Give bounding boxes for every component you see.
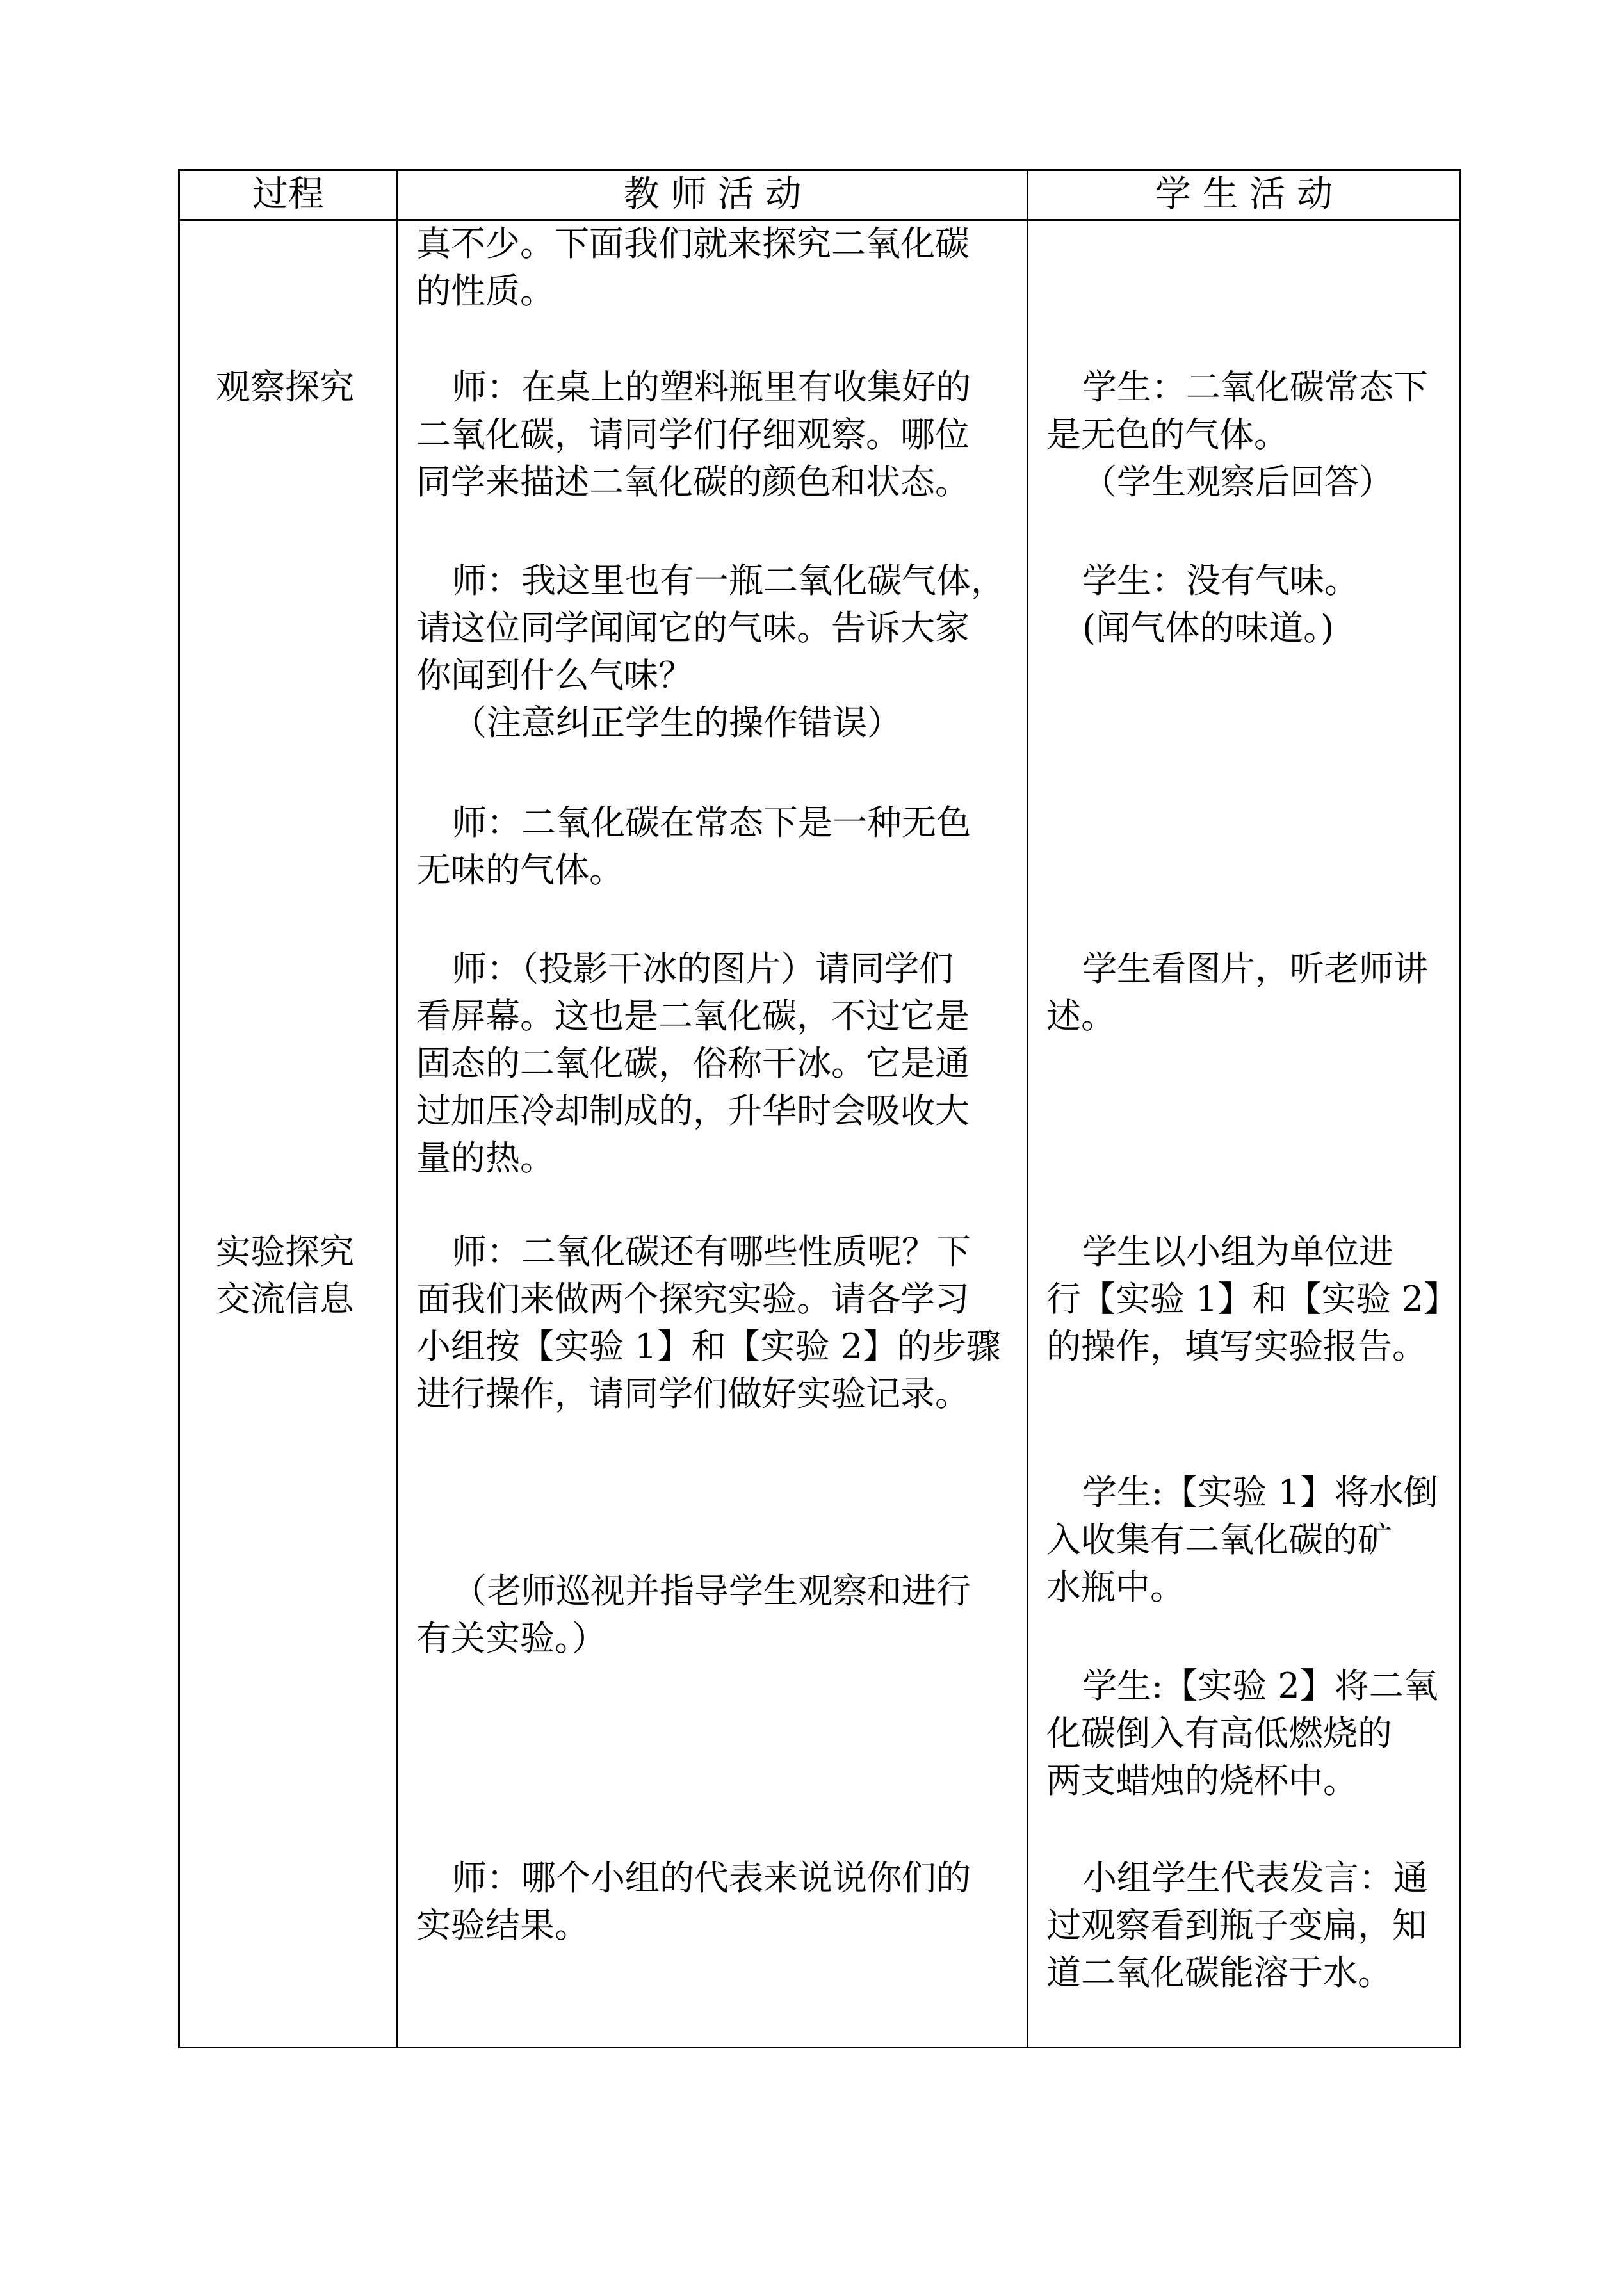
teacher-line: 量的热。 — [416, 1138, 555, 1178]
teacher-line: 实验结果。 — [416, 1905, 589, 1945]
teacher-line: 师：二氧化碳在常态下是一种无色 — [452, 802, 971, 843]
teacher-line: 看屏幕。这也是二氧化碳，不过它是 — [416, 996, 970, 1036]
student-line: 学生以小组为单位进 — [1082, 1231, 1393, 1272]
teacher-line: （注意纠正学生的操作错误） — [452, 702, 902, 743]
student-line: 水瓶中。 — [1046, 1567, 1185, 1607]
header-teacher-activity: 教 师 活 动 — [623, 174, 802, 215]
student-line: （学生观察后回答） — [1082, 462, 1393, 502]
student-line: 学生:【实验 2】将二氧 — [1082, 1666, 1438, 1706]
student-line: 行【实验 1】和【实验 2】 — [1046, 1279, 1459, 1319]
column-divider-2 — [1027, 169, 1028, 2048]
teacher-line: 请这位同学闻闻它的气味。告诉大家 — [416, 608, 970, 648]
teacher-line: 真不少。下面我们就来探究二氧化碳 — [416, 223, 970, 264]
teacher-line: 师：我这里也有一瓶二氧化碳气体， — [452, 560, 1005, 601]
student-line: 述。 — [1046, 996, 1116, 1036]
teacher-line: 你闻到什么气味？ — [416, 655, 693, 695]
student-line: 的操作，填写实验报告。 — [1046, 1326, 1427, 1366]
teacher-line: 的性质。 — [416, 271, 555, 311]
teacher-line: 师：二氧化碳还有哪些性质呢？下 — [452, 1231, 971, 1272]
process-stage-experiment: 实验探究 — [216, 1231, 354, 1272]
student-line: (闻气体的味道。) — [1082, 608, 1335, 648]
student-line: 入收集有二氧化碳的矿 — [1046, 1520, 1392, 1560]
student-line: 两支蜡烛的烧杯中。 — [1046, 1760, 1358, 1801]
teacher-line: 师：哪个小组的代表来说说你们的 — [452, 1858, 971, 1898]
header-student-activity: 学 生 活 动 — [1155, 174, 1333, 215]
student-line: 学生:【实验 1】将水倒 — [1082, 1472, 1438, 1512]
student-line: 化碳倒入有高低燃烧的 — [1046, 1713, 1392, 1753]
teacher-line: 师：在桌上的塑料瓶里有收集好的 — [452, 367, 971, 407]
teacher-line: 小组按【实验 1】和【实验 2】的步骤 — [416, 1326, 1002, 1366]
student-line: 学生看图片，听老师讲 — [1082, 948, 1428, 989]
table-right-border — [1459, 169, 1461, 2048]
student-line: 是无色的气体。 — [1046, 414, 1288, 455]
teacher-line: 过加压冷却制成的，升华时会吸收大 — [416, 1091, 970, 1131]
teacher-line: 固态的二氧化碳，俗称干冰。它是通 — [416, 1043, 970, 1083]
teacher-line: 面我们来做两个探究实验。请各学习 — [416, 1279, 970, 1319]
table-left-border — [178, 169, 180, 2048]
process-stage-observe: 观察探究 — [216, 367, 354, 407]
process-stage-exchange: 交流信息 — [216, 1279, 354, 1319]
teacher-line: 无味的气体。 — [416, 850, 624, 890]
teacher-line: 同学来描述二氧化碳的颜色和状态。 — [416, 462, 970, 502]
column-divider-1 — [396, 169, 398, 2048]
header-process: 过程 — [252, 174, 324, 215]
student-line: 学生：没有气味。 — [1082, 560, 1359, 601]
student-line: 小组学生代表发言：通 — [1082, 1858, 1428, 1898]
teacher-line: 有关实验。） — [416, 1618, 606, 1658]
teacher-line: 师：（投影干冰的图片）请同学们 — [452, 948, 954, 989]
table-bottom-border — [178, 2047, 1461, 2048]
teacher-line: （老师巡视并指导学生观察和进行 — [452, 1571, 971, 1611]
teacher-line: 二氧化碳，请同学们仔细观察。哪位 — [416, 414, 970, 455]
student-line: 过观察看到瓶子变扁，知 — [1046, 1905, 1427, 1945]
student-line: 学生：二氧化碳常态下 — [1082, 367, 1428, 407]
student-line: 道二氧化碳能溶于水。 — [1046, 1952, 1392, 1993]
teacher-line: 进行操作，请同学们做好实验记录。 — [416, 1374, 970, 1414]
